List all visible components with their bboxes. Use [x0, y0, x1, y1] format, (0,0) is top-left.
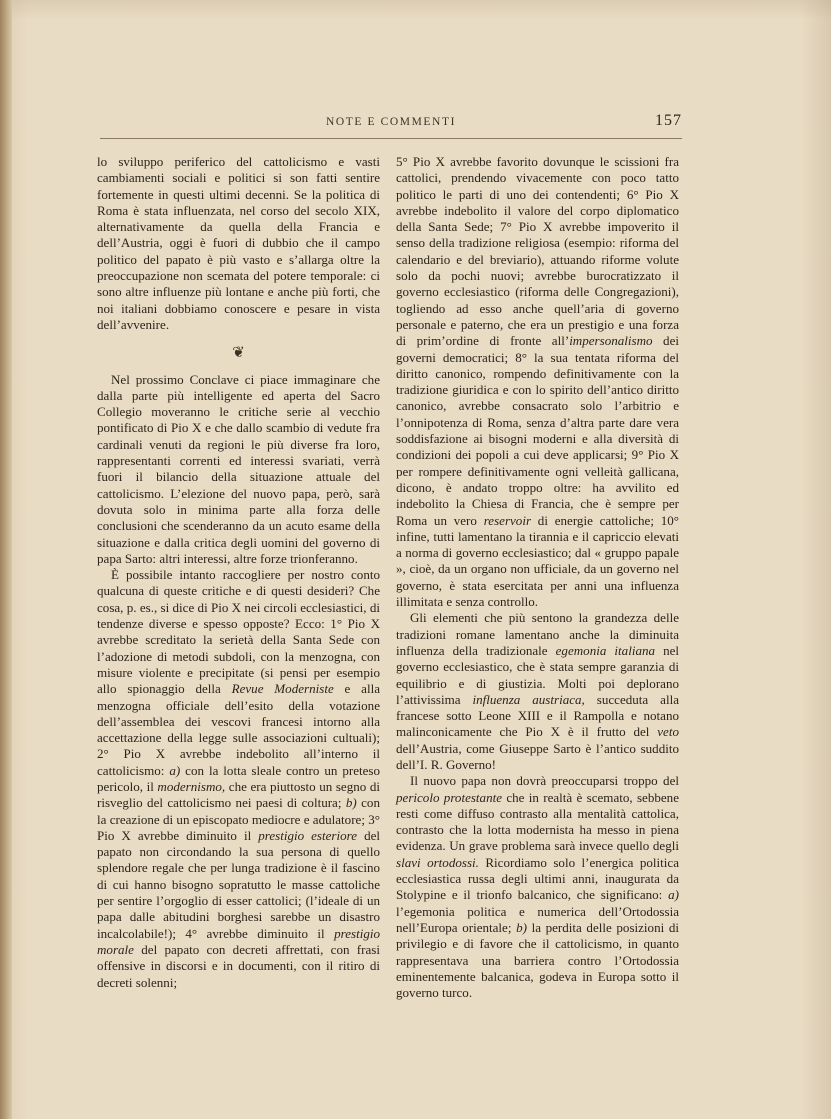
page-header: [100, 112, 682, 134]
text-run: nel governo ecclesiastico, che è stata sempre garanzia di equilibrio e di giustizia. Molti poi deplorano l’attivissima: [396, 642, 680, 707]
italic-text: prestigio morale: [97, 925, 380, 957]
italic-text: Revue Moderniste: [231, 681, 334, 697]
paragraph: [396, 154, 679, 610]
paragraph: [396, 610, 679, 773]
text-run: l’egemonia politica e numerica dell’Ortodossia nell’Europa orientale;: [396, 903, 679, 935]
text-run: che in realtà è scemato, sebbene resti come diffuso contrasto alla mentalità cattolica, contrasto che la lotta modernista ha messo in piena evidenza. Un grave problema sarà invece quello degli: [396, 789, 679, 854]
text-run: di energie cattoliche; 10° infine, tutti lamentano la tirannia e il capriccio elevati a norma di governo ecclesiastico; dal « gruppo papale », cioè, da un organo non ufficiale, da un governo nel governo, è stata esercitata per anni una influenza illimitata e senza controllo.: [396, 512, 679, 610]
italic-text: prestigio esteriore: [258, 827, 358, 843]
page-number: 157: [655, 112, 682, 129]
right-column: [396, 154, 679, 1001]
paragraph: [97, 567, 380, 991]
page-gutter-shadow: [0, 0, 12, 1119]
header-rule: [100, 138, 682, 139]
italic-text: b): [516, 919, 527, 935]
italic-text: reservoir: [483, 512, 532, 528]
text-run: la perdita delle posizioni di privilegio e di favore che il cattolicismo, in quanto rappresentava una barriera contro l’Ortodossia eminentemente balcanica, godeva in Europa sotto il governo turco.: [396, 919, 679, 1001]
paragraph: [97, 372, 380, 568]
floral-ornament-icon: ❦: [232, 345, 245, 362]
text-run: 5° Pio X avrebbe favorito dovunque le scissioni fra cattolici, prendendo vivacemente con poco tatto politico le parti di uno dei contendenti; 6° Pio X avrebbe indebolito il valore del corpo diplomatico della Santa Sede; 7° Pio X avrebbe impoverito il senso della tradizione religiosa (esempio: riforma del calendario e del breviario), attuando riforme volute solo da pochi nuovi; avrebbe burocratizzato il governo ecclesiastico (riforma delle Congregazioni), togliendo ad esso anche quell’aria di governo personale e paterno, che era un prestigio e una forza di prim’ordine di fronte all’: [396, 154, 679, 349]
text-run: Nel prossimo Conclave ci piace immaginare che dalla parte più intelligente ed aperta del Sacro Collegio moveranno le critiche serie al vecchio pontificato di Pio X e che dallo scambio di vedute fra cardinali venuti da regioni le più diverse fra loro, rappresentanti correnti ed interessi svariati, verrà fuori il bilancio della situazione attuale del cattolicismo. L’elezione del nuovo papa, però, sarà dovuta solo in minima parte alla forza delle conclusioni che scenderanno da un acuto esame della situazione e dalla critica degli uomini del governo di papa Sarto: altri interessi, altre forze trionferanno.: [97, 371, 380, 566]
text-run: del papato con decreti affrettati, con frasi offensive in discorsi e in documenti, con il ritiro di decreti solenni;: [97, 941, 380, 990]
text-run: con la creazione di un episcopato mediocre e adulatore; 3° Pio X avrebbe diminuito il: [97, 795, 380, 843]
left-column: [97, 154, 380, 991]
text-run: succeduta alla francese sotto Leone XIII e il Rampolla e notano malinconicamente che Pio X è il frutto del: [396, 691, 680, 740]
text-run: Il nuovo papa non dovrà preoccuparsi troppo del: [410, 773, 679, 789]
text-run: È possibile intanto raccogliere per nostro conto qualcuna di queste critiche e di questi desideri? Che cosa, p. es., si dice di Pio X nei circoli ecclesiastici, di tendenze diverse e spesso opposte? Ecco: 1° Pio X avrebbe screditato la serietà della Santa Sede con l’adozione di metodi subdoli, con la menzogna, con misure violente e precipitate (si pensi per esempio allo spionaggio della: [97, 567, 380, 697]
italic-text: veto: [657, 724, 679, 740]
italic-text: modernismo,: [157, 778, 226, 794]
text-run: dei governi democratici; 8° la sua tentata riforma del diritto canonico, rompendo definitivamente con la tradizione giuridica e con lo spirito dell’antico diritto canonico, avrebbe consacrato solo l’arbitrio e l’onnipotenza di Roma, senza d’altra parte dare vera soddisfazione ai bisogni moderni e alla diversità di condizioni dei popoli a cui deve applicarsi; 9° Pio X per rompere definitivamente ogni velleità gallicana, dicono, è andato troppo oltre: ha avvilito ed indebolito la Chiesa di Francia, che è sempre per Roma un vero: [396, 333, 679, 528]
text-run: che era piuttosto un segno di risveglio del cattolicismo nei paesi di coltura;: [97, 778, 381, 811]
paragraph: [396, 773, 679, 1001]
italic-text: a): [169, 762, 181, 778]
italic-text: impersonalismo: [569, 333, 653, 349]
paragraph: [97, 154, 380, 333]
text-run: con la lotta sleale contro un preteso pericolo, il: [97, 762, 381, 794]
italic-text: a): [668, 887, 679, 903]
text-run: del papato non circondando la sua persona di quello splendore regale che per lunga tradizione è il fascino di cui hanno bisogno sopratutto le masse cattoliche per sentire l’orgoglio di esser cattolici; (l’ideale di un papa dalle abitudini borghesi sarebbe un disastro incalcolabile!); 4° avrebbe diminuito il: [97, 827, 381, 941]
text-run: dell’Austria, come Giuseppe Sarto è l’antico suddito dell’I. R. Governo!: [396, 740, 679, 772]
text-run: Gli elementi che più sentono la grandezza delle tradizioni romane lamentano anche la diminuita influenza della tradizionale: [396, 610, 679, 658]
italic-text: slavi ortodossi.: [396, 854, 479, 870]
running-head: NOTE E COMMENTI: [325, 116, 457, 128]
text-run: Ricordiamo solo l’energica politica ecclesiastica russa degli ultimi anni, inaugurata da Stolypine e il trionfo balcanico, che significano:: [396, 854, 679, 903]
text-run: e alla menzogna officiale dell’esito della votazione dell’assemblea dei vescovi francesi intorno alla accettazione della legge sulle associazioni cultuali); 2° Pio X avrebbe indebolito all’interno il cattolicismo:: [97, 681, 380, 778]
text-run: lo sviluppo periferico del cattolicismo e vasti cambiamenti sociali e politici si son fatti sentire fortemente in questi ultimi decenni. Se la politica di Roma è stata influenzata, nel corso del secolo XIX, alternativamente da quella della Francia e dell’Austria, oggi è fuori di dubbio che il campo politico del papato è più vasto e s’allarga oltre la preoccupazione non scemata del potere temporale: ci sono altre influenze più lontane e anche più forti, che noi italiani dobbiamo conoscere e pesare in vista dell’avvenire.: [97, 154, 380, 332]
italic-text: egemonia italiana: [555, 642, 656, 658]
italic-text: b): [345, 795, 357, 811]
italic-text: pericolo protestante: [396, 789, 503, 805]
italic-text: influenza austriaca,: [472, 691, 585, 707]
